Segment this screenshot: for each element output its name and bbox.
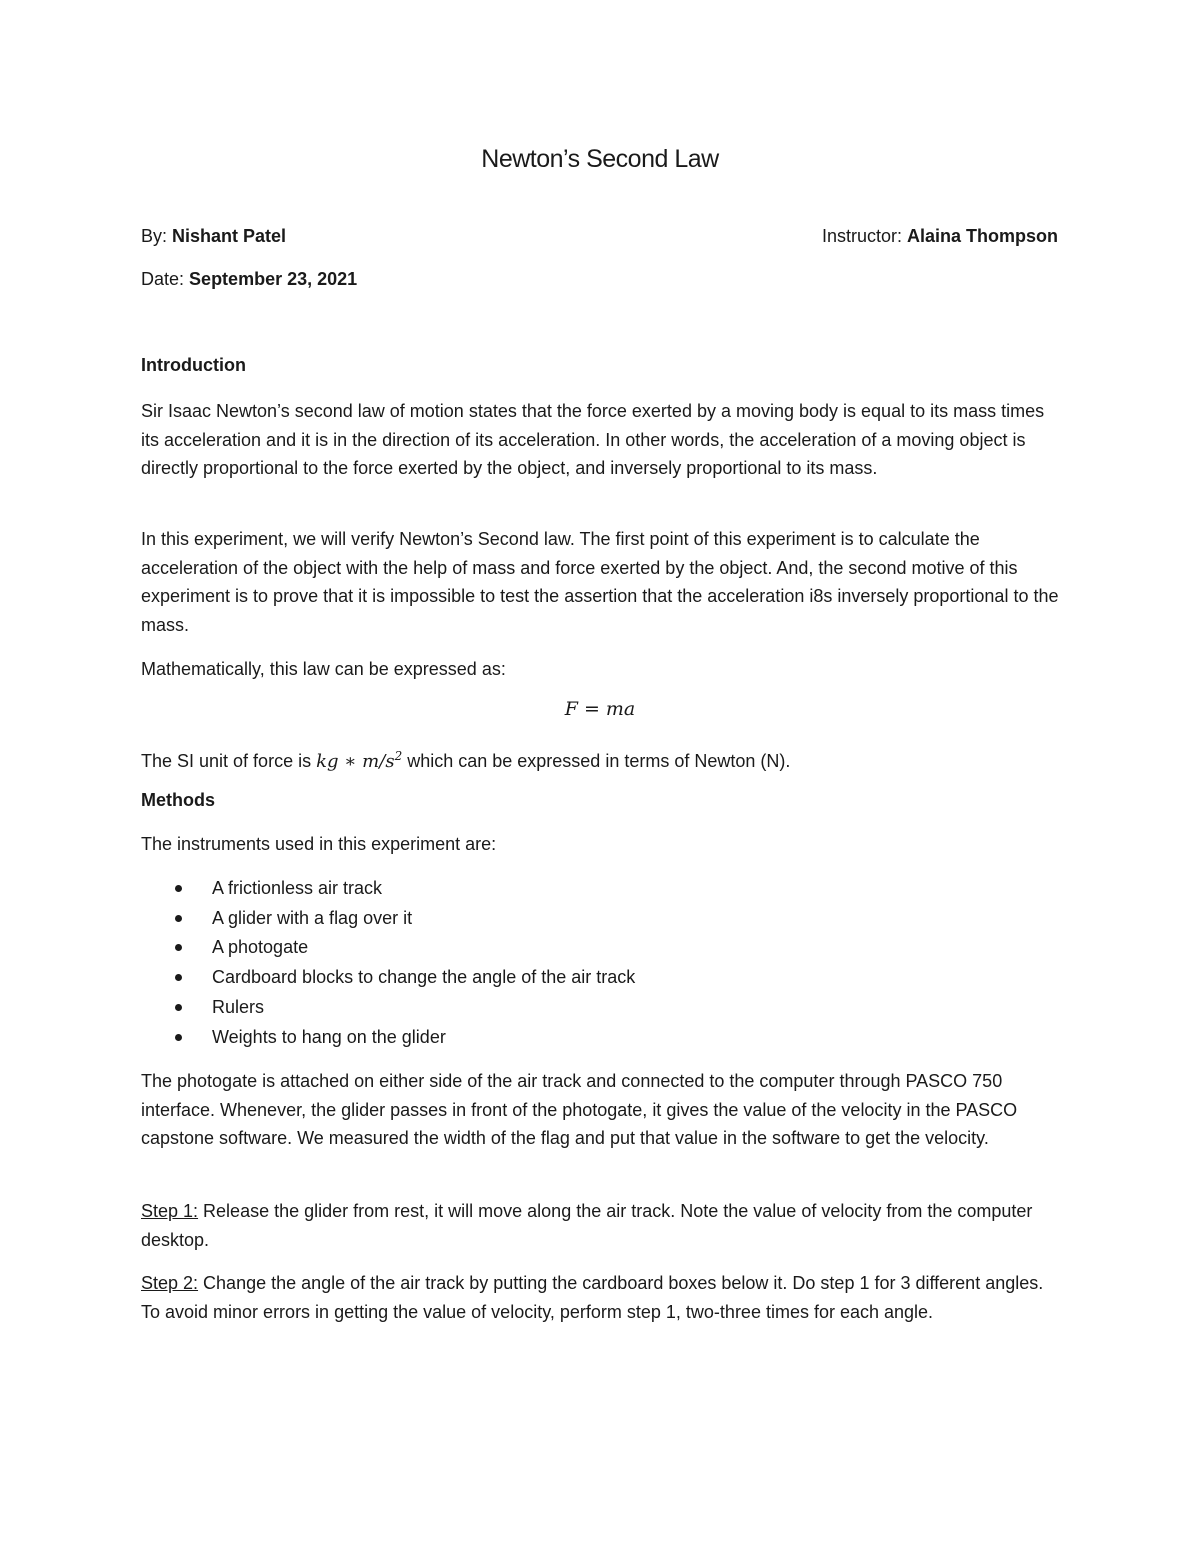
bullet-icon [175, 1004, 182, 1011]
introduction-heading: Introduction [141, 355, 246, 375]
si-unit-exponent: 2 [394, 749, 403, 763]
instructor-name: Alaina Thompson [906, 226, 1058, 246]
si-unit-line [141, 742, 1061, 777]
list-item: Cardboard blocks to change the angle of the air track [141, 963, 635, 993]
intro-paragraph-2: In this experiment, we will verify Newton’s Second law. The first point of this experiment is to calculate the acceleration of the object with the help of mass and force exerted by the object. And, the second motive of this experiment is to prove that it is impossible to test the assertion that the acceleration i8s inversely proportional to the mass. [141, 529, 1059, 635]
list-item: A glider with a flag over it [141, 904, 635, 934]
step-2 [141, 1269, 1061, 1326]
bullet-icon [175, 915, 182, 922]
author-name: Nishant Patel [172, 226, 287, 246]
bullet-icon [175, 974, 182, 981]
list-item: A photogate [141, 933, 635, 963]
list-item: Rulers [141, 993, 635, 1023]
list-item: A frictionless air track [141, 874, 635, 904]
intro-paragraph-1: Sir Isaac Newton’s second law of motion states that the force exerted by a moving body is equal to its mass times its acceleration and it is in the direction of its acceleration. In other words, the acceleration of a moving object is directly proportional to the force exerted by the object, and inversely proportional to its mass. [141, 401, 1045, 478]
date-label: Date: [141, 269, 185, 289]
bullet-icon [175, 1034, 182, 1041]
instructor-line [822, 222, 1058, 251]
step-2-text: Change the angle of the air track by putting the cardboard boxes below it. Do step 1 for 3 different angles. To avoid minor errors in getting the value of velocity, perform step 1, two-three times for each angle. [141, 1273, 1044, 1322]
methods-intro: The instruments used in this experiment are: [141, 834, 497, 854]
si-suffix: which can be expressed in terms of Newton (N). [402, 751, 791, 771]
methods-heading: Methods [141, 790, 215, 810]
instructor-label: Instructor: [821, 226, 902, 246]
document-title: Newton’s Second Law [481, 145, 719, 173]
equation: F = ma [564, 698, 636, 720]
step-2-label: Step 2: [141, 1273, 199, 1293]
methods-paragraph: The photogate is attached on either side of the air track and connected to the computer through PASCO 750 interface. Whenever, the glider passes in front of the photogate, it gives the value of the velocity in the PASCO capstone software. We measured the width of the flag and put that value in the software to get the velocity. [141, 1071, 1018, 1148]
step-1 [141, 1197, 1061, 1254]
instrument-list [141, 874, 635, 1052]
date-value: September 23, 2021 [189, 269, 358, 289]
author-line [141, 222, 286, 251]
si-unit-math: kg ∗ m/s [316, 751, 395, 772]
list-item: Weights to hang on the glider [141, 1023, 635, 1053]
step-1-text: Release the glider from rest, it will move along the air track. Note the value of velocity from the computer desktop. [141, 1201, 1033, 1250]
si-prefix: The SI unit of force is [141, 751, 317, 771]
step-1-label: Step 1: [141, 1201, 199, 1221]
bullet-icon [175, 944, 182, 951]
intro-paragraph-3: Mathematically, this law can be expressed as: [141, 659, 506, 679]
date-line [141, 265, 357, 294]
bullet-icon [175, 885, 182, 892]
author-label: By: [141, 226, 168, 246]
